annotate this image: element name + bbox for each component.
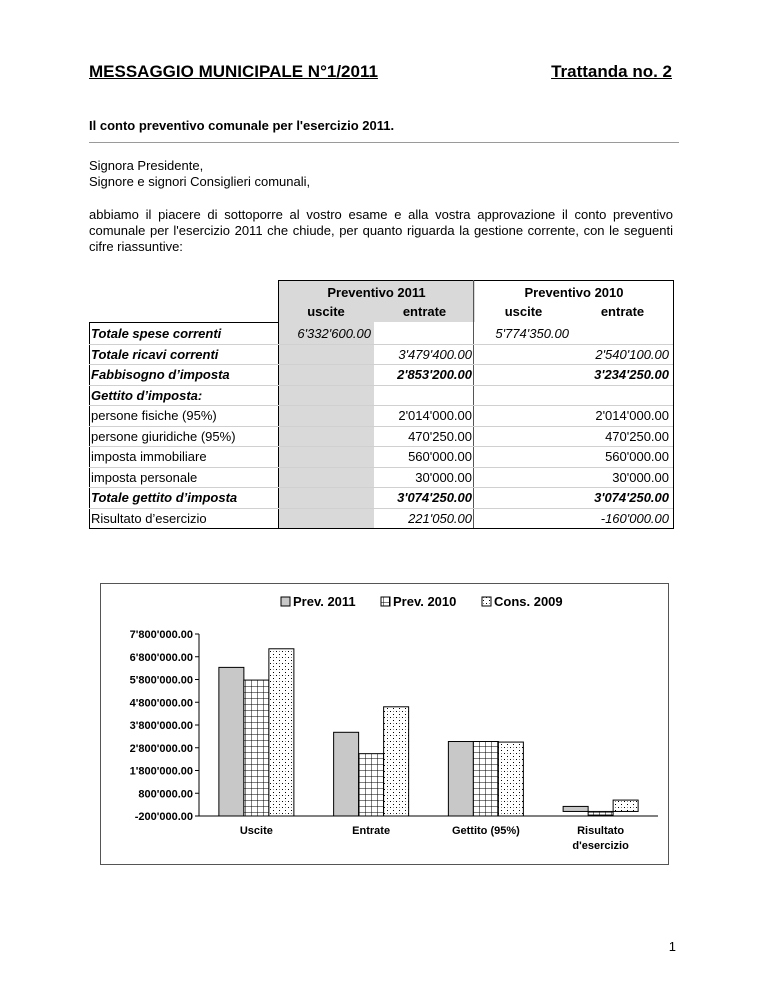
bar-prev--2011 [448, 742, 473, 816]
cell-entrate-2010: 30'000.00 [612, 469, 669, 485]
cell-entrate-2011: 30'000.00 [415, 469, 472, 485]
row-line [89, 344, 673, 345]
cell-entrate-2011: 470'250.00 [408, 428, 472, 444]
bar-cons--2009 [384, 707, 409, 816]
bar-prev--2010 [244, 680, 269, 816]
cell-entrate-2010: 470'250.00 [605, 428, 669, 444]
col-uscite-2010: uscite [504, 304, 543, 319]
row-label: Totale spese correnti [91, 326, 222, 341]
legend-label-1: Prev. 2010 [393, 594, 457, 609]
legend-swatch-1 [381, 597, 390, 606]
header-2011: Preventivo 2011 [327, 285, 426, 300]
chart-frame [100, 583, 669, 865]
intro-paragraph: abbiamo il piacere di sottoporre al vostro esame e alla vostra approvazione il conto preventivo comunale per l'esercizio 2011 che chiude, per quanto riguarda la gestione corrente, con le seguenti cifre riassuntive: [89, 207, 673, 254]
table-bottom-border [89, 528, 674, 529]
table-right-border [673, 280, 674, 528]
x-tick-label: Gettito (95%) [451, 825, 520, 837]
row-label: Totale gettito d’imposta [91, 490, 238, 505]
cell-entrate-2010: 560'000.00 [605, 449, 669, 464]
cell-entrate-2011: 221'050.00 [408, 510, 472, 526]
label-top-border [89, 322, 278, 323]
col-uscite-2011: uscite [307, 304, 345, 319]
legend-swatch-0 [281, 597, 290, 606]
row-label: Gettito d’imposta: [91, 387, 203, 403]
legend-label-0: Prev. 2011 [293, 594, 356, 609]
table-top-border [278, 280, 673, 281]
bar-prev--2011 [219, 667, 244, 816]
cell-entrate-2011: 560'000.00 [408, 449, 472, 464]
y-tick-label: 2'800'000.00 [129, 742, 193, 755]
y-tick-label: 4'800'000.00 [129, 697, 193, 710]
cell-entrate-2010: 3'074'250.00 [594, 490, 669, 505]
cell-entrate-2010: 2'540'100.00 [595, 346, 669, 362]
cell-entrate-2011: 3'074'250.00 [397, 490, 472, 505]
cell-entrate-2010: -160'000.00 [600, 510, 669, 526]
cell-uscite-2010: 5'774'350.00 [495, 326, 569, 341]
y-tick-label: 800'000.00 [138, 788, 193, 801]
x-tick-label: Entrate [352, 825, 391, 837]
row-label: persone fisiche (95%) [91, 408, 217, 423]
row-label: Risultato d’esercizio [91, 510, 207, 526]
y-tick-label: 3'800'000.00 [129, 720, 193, 732]
y-tick-label: 5'800'000.00 [129, 674, 193, 687]
col-entrate-2011: entrate [402, 304, 447, 319]
bar-prev--2011 [334, 732, 359, 816]
salutation [89, 158, 310, 190]
row-label: persone giuridiche (95%) [91, 428, 236, 444]
budget-chart [101, 584, 668, 864]
legend-label-2: Cons. 2009 [494, 594, 563, 609]
bar-prev--2010 [588, 811, 613, 815]
cell-entrate-2011: 2'014'000.00 [398, 408, 472, 423]
x-tick-label: Uscite [239, 825, 273, 837]
message-title: MESSAGGIO MUNICIPALE N°1/2011 [89, 62, 378, 81]
legend-swatch-2 [482, 597, 491, 606]
header-2010: Preventivo 2010 [524, 285, 624, 300]
row-line [89, 467, 673, 468]
bar-cons--2009 [269, 649, 294, 816]
x-tick-label: Risultato [577, 825, 625, 837]
row-label: Fabbisogno d’imposta [91, 367, 230, 382]
bar-cons--2009 [498, 742, 523, 816]
row-label: imposta immobiliare [91, 449, 207, 464]
cell-entrate-2010: 2'014'000.00 [595, 408, 669, 423]
divider [89, 142, 679, 143]
bar-prev--2010 [359, 754, 384, 816]
bar-prev--2010 [473, 742, 498, 816]
cell-entrate-2010: 3'234'250.00 [594, 367, 669, 382]
cell-entrate-2011: 3'479'400.00 [398, 346, 472, 362]
bar-cons--2009 [613, 800, 638, 811]
row-label: Totale ricavi correnti [91, 346, 219, 362]
salutation-line-1: Signora Presidente, [89, 158, 204, 173]
row-label: imposta personale [91, 469, 198, 485]
y-tick-label: 1'800'000.00 [129, 765, 193, 778]
cell-entrate-2011: 2'853'200.00 [397, 367, 472, 382]
salutation-line-2: Signore e signori Consiglieri comunali, [89, 174, 311, 189]
row-line [89, 446, 673, 447]
trattanda-label: Trattanda no. 2 [551, 62, 672, 81]
y-tick-label: 7'800'000.00 [129, 629, 193, 641]
subject-line: Il conto preventivo comunale per l'esercizio 2011. [89, 118, 395, 133]
row-line [89, 487, 673, 488]
row-line [89, 405, 673, 406]
row-line [89, 508, 673, 509]
row-line [89, 364, 673, 365]
cell-uscite-2011: 6'332'600.00 [297, 326, 371, 341]
col-entrate-2010: entrate [600, 304, 645, 319]
y-tick-label: 6'800'000.00 [129, 651, 193, 664]
page-number: 1 [668, 939, 676, 954]
bar-prev--2011 [563, 806, 588, 811]
x-tick-label: d'esercizio [572, 840, 629, 852]
row-line [89, 426, 673, 427]
row-line [89, 385, 673, 386]
y-tick-label: -200'000.00 [134, 811, 193, 823]
